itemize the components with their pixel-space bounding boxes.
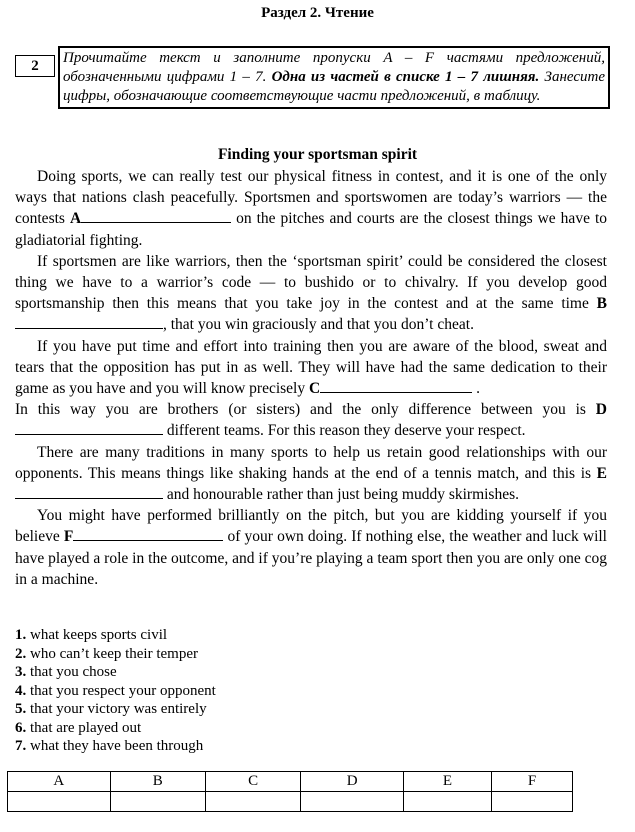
option-number: 6. xyxy=(15,719,27,736)
paragraph-3 xyxy=(15,336,607,400)
paragraph-6 xyxy=(15,505,607,590)
option-number: 4. xyxy=(15,682,27,699)
paragraph-1 xyxy=(15,166,607,251)
option-text: who can’t keep their temper xyxy=(30,645,198,662)
paragraph-text: , that you win graciously and that you don’t cheat. xyxy=(163,316,474,334)
paragraph-text: and honourable rather than just being muddy skirmishes. xyxy=(163,486,520,504)
paragraph-text: If sportsmen are like warriors, then the ‘sportsman spirit’ could be considered the closest thing we have to a warrior’s code — to bushido or to chivalry. If you develop good sportsmanship then this means that you take joy in the contest and at the same time xyxy=(15,252,607,313)
answer-header-row xyxy=(8,772,573,792)
text-title: Finding your sportsman spirit xyxy=(217,146,418,163)
option-text: what they have been through xyxy=(30,738,204,754)
paragraph-text: You might have performed brilliantly on the pitch, but you are kidding yourself if you believe xyxy=(15,507,607,546)
option-item xyxy=(15,645,435,664)
option-item xyxy=(15,663,435,682)
option-item xyxy=(15,737,435,756)
paragraph-text: of your own doing. If nothing else, the weather and luck will have played a role in the outcome, and if you’re playing a team sport then you are only one cog in a machine. xyxy=(15,528,607,588)
option-item xyxy=(15,700,435,719)
option-number: 2. xyxy=(15,645,27,662)
paragraph-5 xyxy=(15,442,607,506)
paragraph-text: on the pitches and courts are the closest things we have to gladiatorial fighting. xyxy=(15,210,607,249)
instruction-bold-note: Одна из частей в списке 1 – 7 лишняя. xyxy=(271,69,540,85)
option-text: what keeps sports civil xyxy=(30,627,168,643)
reading-passage xyxy=(15,166,607,590)
answer-header-a: A xyxy=(8,772,111,792)
answer-cell-c[interactable] xyxy=(205,792,300,812)
gap-blank-c xyxy=(320,378,472,393)
paragraph-text: Doing sports, we can really test our physical fitness in contest, and it is one of the only ways that nations clash peacefully. Sportsmen and sportswomen are today’s warriors — the contests xyxy=(15,168,607,228)
answer-header-f: F xyxy=(492,772,573,792)
option-text: that you respect your opponent xyxy=(30,682,216,699)
answer-header-d: D xyxy=(301,772,404,792)
gap-letter-a: A xyxy=(69,210,82,228)
answer-cell-d[interactable] xyxy=(301,792,404,812)
task-instruction xyxy=(58,46,610,109)
paragraph-text: . xyxy=(472,380,480,398)
paragraph-text: There are many traditions in many sports to help us retain good relationships with our opponents. This means things like shaking hands at the end of a tennis match, and this is xyxy=(15,443,607,482)
option-number: 5. xyxy=(15,701,27,717)
option-text: that your victory was entirely xyxy=(30,701,207,717)
instruction-end: Занесите цифры, обозначающие соответствующие части предложений, в таблицу. xyxy=(63,69,606,104)
option-item xyxy=(15,626,435,645)
answer-header-b: B xyxy=(110,772,205,792)
paragraph-4 xyxy=(15,399,607,441)
gap-letter-d: D xyxy=(595,401,607,419)
answer-table xyxy=(7,771,573,812)
instruction-text: Прочитайте текст и заполните пропуски A – F частями предложений, обозначенными цифрами 1 – 7. xyxy=(63,50,605,85)
option-number: 3. xyxy=(15,664,27,680)
answer-input-row xyxy=(8,792,573,812)
option-number: 1. xyxy=(15,627,27,643)
answer-cell-e[interactable] xyxy=(403,792,491,812)
gap-letter-c: C xyxy=(309,380,321,398)
gap-letter-f: F xyxy=(63,528,74,546)
option-text: that you chose xyxy=(30,664,117,680)
section-title: Раздел 2. Чтение xyxy=(261,5,374,21)
answer-header-e: E xyxy=(403,772,491,792)
answer-header-c: C xyxy=(205,772,300,792)
paragraph-text: In this way you are brothers (or sisters) and the only difference between you is xyxy=(15,401,596,419)
gap-blank-b xyxy=(15,314,163,329)
gap-letter-b: B xyxy=(596,295,607,313)
paragraph-text: If you have put time and effort into training then you are aware of the blood, sweat and tears that the opposition has put in as well. They will have had the same dedication to their game as you have and you will know precisely xyxy=(15,337,607,398)
option-text: that are played out xyxy=(30,719,142,736)
gap-letter-e: E xyxy=(596,464,607,482)
answer-cell-f[interactable] xyxy=(492,792,573,812)
option-number: 7. xyxy=(15,738,27,754)
gap-blank-f xyxy=(73,526,223,541)
gap-blank-e xyxy=(15,484,163,499)
option-item xyxy=(15,719,435,738)
gap-blank-a xyxy=(81,208,231,223)
gap-blank-d xyxy=(15,420,163,435)
answer-cell-a[interactable] xyxy=(8,792,111,812)
task-number-box: 2 xyxy=(15,55,55,77)
options-list xyxy=(15,626,435,756)
paragraph-text: different teams. For this reason they deserve your respect. xyxy=(163,422,526,440)
option-item xyxy=(15,682,435,701)
answer-cell-b[interactable] xyxy=(110,792,205,812)
paragraph-2 xyxy=(15,251,607,336)
